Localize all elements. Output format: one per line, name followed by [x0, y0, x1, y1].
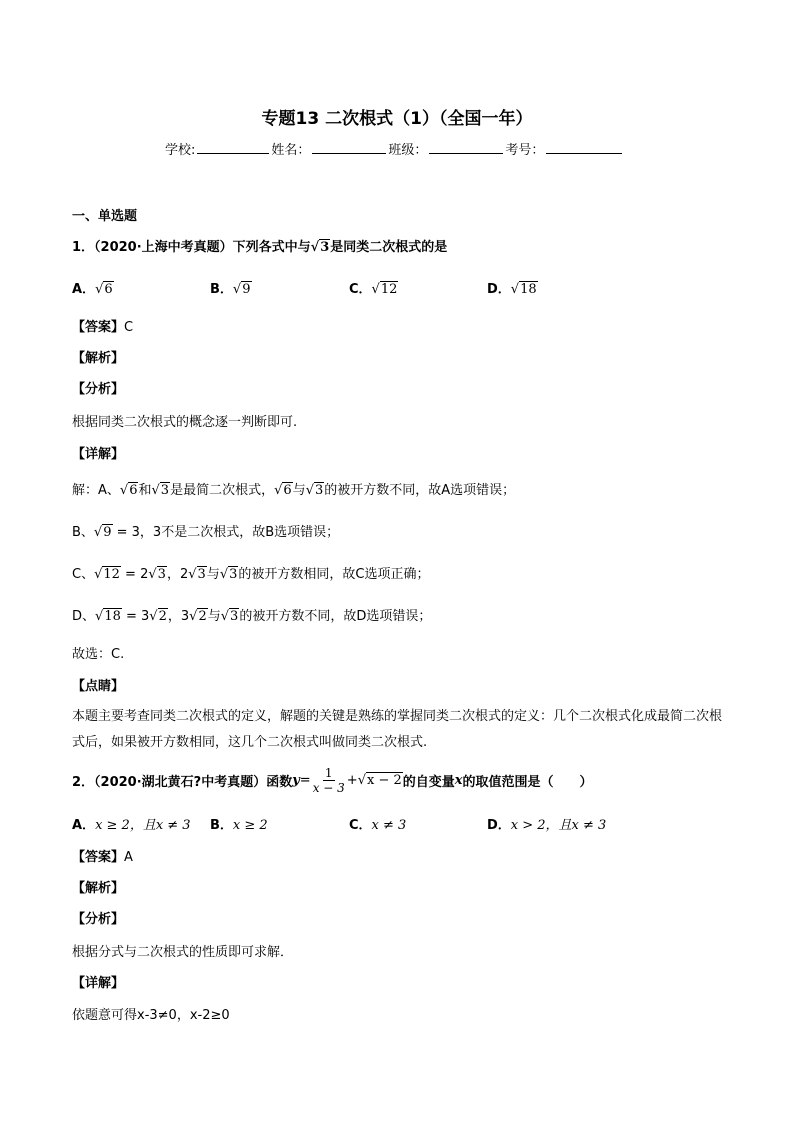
name-label: 姓名：	[271, 143, 311, 158]
q1-prefix: 1．（2020·上海中考真题）下列各式中与	[72, 240, 311, 255]
q2-stem: 2．（2020·湖北黄石?中考真题）函数 y = $\frac{1}{x - 3}$ + √x − 2 的自变量 x 的取值范围是（ ）	[72, 766, 593, 795]
school-label: 学校:	[165, 143, 196, 158]
exam-no-blank	[546, 141, 622, 154]
name-blank	[312, 141, 386, 154]
q1-option-a: A．√6	[72, 282, 113, 297]
q2-option-c: C．x ≠ 3	[349, 818, 407, 833]
q2-sqrt: √x − 2	[357, 773, 402, 788]
class-label: 班级：	[388, 143, 428, 158]
student-info-row	[165, 139, 624, 158]
q1-option-c: C．√12	[349, 282, 398, 297]
q1-detail-line-a: 解：A、√6和√3是最简二次根式，√6与√3的被开方数不同，故A选项错误；	[72, 483, 516, 498]
q1-fenxi-label: 【分析】	[72, 382, 125, 397]
q2-option-a: A．x ≥ 2，且x ≠ 3	[72, 818, 191, 833]
q1-sqrt: √3	[310, 240, 330, 255]
q1-comment-text: 本题主要考查同类二次根式的定义，解题的关键是熟练的掌握同类二次根式的定义：几个二次根式化成最简二次根式后，如果被开方数相同，这几个二次根式叫做同类二次根式.	[72, 709, 723, 750]
q1-comment-label: 【点睛】	[72, 679, 125, 694]
q1-detail-line-b: B、√9 = 3，3不是二次根式，故B选项错误；	[72, 525, 340, 540]
q1-detail-line-c: C、√12 = 2√3，2√3与√3的被开方数相同，故C选项正确；	[72, 567, 430, 582]
exam-no-label: 考号：	[505, 143, 545, 158]
q2-option-d: D．x > 2，且x ≠ 3	[487, 818, 607, 833]
q1-answer: 【答案】C	[72, 320, 134, 335]
q2-fenxi-label: 【分析】	[72, 912, 125, 927]
school-blank	[197, 141, 269, 154]
q1-choose: 故选：C.	[72, 647, 125, 662]
q1-option-d: D．√18	[487, 282, 537, 297]
q2-fraction: $\frac{1}{x - 3}$	[312, 766, 345, 795]
q1-suffix: 是同类二次根式的是	[330, 240, 448, 255]
q1-fenxi-text: 根据同类二次根式的概念逐一判断即可.	[72, 415, 298, 430]
class-blank	[429, 141, 503, 154]
q1-stem	[72, 236, 447, 255]
q2-detail-label: 【详解】	[72, 976, 125, 991]
q1-detail-line-d: D、√18 = 3√2，3√2与√3的被开方数不同，故D选项错误；	[72, 609, 432, 624]
q2-answer: 【答案】A	[72, 850, 133, 865]
q2-option-b: B．x ≥ 2	[210, 818, 268, 833]
q2-detail-text: 依题意可得x-3≠0，x-2≥0	[72, 1008, 230, 1023]
q2-fenxi-text: 根据分式与二次根式的性质即可求解．	[72, 945, 294, 960]
section-heading: 一、单选题	[72, 209, 138, 224]
q1-option-b: B．√9	[210, 282, 251, 297]
q1-detail-label: 【详解】	[72, 447, 125, 462]
page-title: 专题13 二次根式（1）（全国一年）	[261, 109, 533, 129]
q1-analysis-label: 【解析】	[72, 351, 125, 366]
q2-analysis-label: 【解析】	[72, 881, 125, 896]
